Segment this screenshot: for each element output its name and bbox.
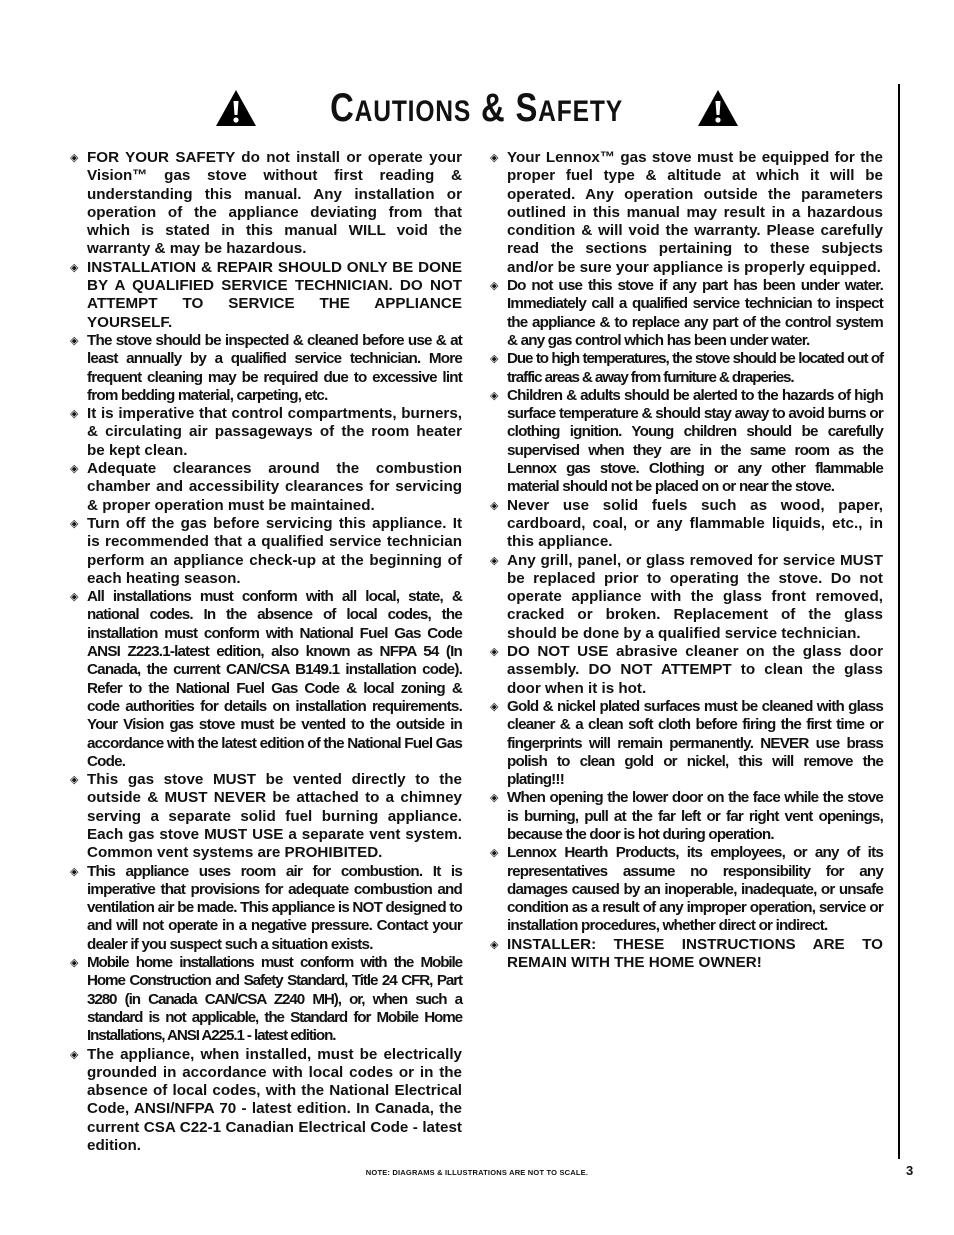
list-item: ◈ Lennox Hearth Products, its employees, or any of its representatives assume no responsibility for any damages caused by an inoperable, inadequate, or unsafe condition as a result of any improper operation, service or installation procedures, whether direct or indirect. [490, 844, 883, 935]
bullet-icon: ◈ [70, 408, 79, 421]
list-item: ◈ Mobile home installations must conform with the Mobile Home Construction and Safety Standard, Title 24 CFR, Part 3280 (in Canada CAN/CSA Z240 MH), or, when such a standard is not applicable, the Standard for Mobile Home Installations, ANSI A225.1 - latest edition. [70, 954, 462, 1045]
footer-note: NOTE: DIAGRAMS & ILLUSTRATIONS ARE NOT TO SCALE. [365, 1168, 589, 1177]
list-item: ◈ Your Lennox™ gas stove must be equipped for the proper fuel type & altitude at which it will be operated. Any operation outside the parameters outlined in this manual may result in a hazardous condition & will void the warranty. Please carefully read the sections pertaining to these subjects and/or be sure your appliance is properly equipped. [490, 149, 883, 276]
list-item: ◈ INSTALLATION & REPAIR SHOULD ONLY BE DONE BY A QUALIFIED SERVICE TECHNICIAN. DO NOT ATTEMPT TO SERVICE THE APPLIANCE YOURSELF. [70, 258, 462, 331]
list-item: ◈ Due to high temperatures, the stove should be located out of traffic areas & away from furniture & draperies. [490, 350, 883, 386]
list-item: ◈ Gold & nickel plated surfaces must be cleaned with glass cleaner & a clean soft cloth before firing the first time or fingerprints will remain permanently. NEVER use brass polish to clean gold or nickel, this will remove the plating!!! [490, 697, 883, 789]
list-item: ◈ When opening the lower door on the face while the stove is burning, pull at the far left or far right vent openings, because the door is hot during operation. [490, 789, 883, 843]
bullet-icon: ◈ [70, 152, 79, 164]
bullet-icon: ◈ [490, 938, 499, 951]
bullet-icon: ◈ [490, 554, 499, 567]
list-item: ◈ Do not use this stove if any part has been under water. Immediately call a qualified service technician to inspect the appliance & to replace any part of the control system & any gas control which has been under water. [490, 277, 883, 349]
page-title: CAUTIONS & SAFETY [330, 85, 624, 130]
bullet-icon: ◈ [70, 957, 78, 970]
page-number: 3 [906, 1163, 914, 1178]
list-item: ◈ This appliance uses room air for combustion. It is imperative that provisions for adequate combustion and ventilation air be made. This appliance is NOT designed to and will not operate in a negative pressure. Contact your dealer if you suspect such a situation exists. [70, 862, 462, 953]
list-item: ◈ The appliance, when installed, must be electrically grounded in accordance with local codes or in the absence of local codes, with the National Electrical Code, ANSI/NFPA 70 - latest edition. In Canada, the current CSA C22-1 Canadian Electrical Code - latest edition. [70, 1045, 462, 1155]
bullet-icon: ◈ [70, 591, 78, 604]
warning-icon [214, 88, 258, 128]
bullet-icon: ◈ [490, 700, 498, 713]
right-column [490, 149, 883, 972]
bullet-icon: ◈ [70, 261, 79, 274]
bullet-icon: ◈ [70, 517, 79, 530]
vertical-rule [898, 84, 900, 1159]
list-item: ◈ Children & adults should be alerted to the hazards of high surface temperature & should stay away to avoid burns or clothing ignition. Young children should be carefully supervised when they are in the same room as the Lennox gas stove. Clothing or any other flammable material should not be placed on or near the stove. [490, 386, 883, 496]
bullet-icon: ◈ [490, 792, 498, 805]
left-column [70, 149, 462, 1155]
bullet-icon: ◈ [490, 499, 499, 512]
bullet-icon: ◈ [490, 280, 498, 293]
bullet-icon: ◈ [70, 463, 79, 476]
bullet-icon: ◈ [70, 334, 78, 347]
list-item: ◈ It is imperative that control compartments, burners, & circulating air passageways of the room heater be kept clean. [70, 405, 462, 459]
list-item: ◈ All installations must conform with all local, state, & national codes. In the absence of local codes, the installation must conform with National Fuel Gas Code ANSI Z223.1-latest edition, also known as NFPA 54 (In Canada, the current CAN/CSA B149.1 installation code). Refer to the National Fuel Gas Code & local zoning & code authorities for details on installation requirements. Your Vision gas stove must be vented to the outside in accordance with the latest edition of the National Fuel Gas Code. [70, 588, 462, 770]
list-item: ◈ Any grill, panel, or glass removed for service MUST be replaced prior to operating the stove. Do not operate appliance with the glass front removed, cracked or broken. Replacement of the glass should be done by a qualified service technician. [490, 551, 883, 642]
bullet-icon: ◈ [490, 389, 498, 402]
list-item: ◈ FOR YOUR SAFETY do not install or operate your Vision™ gas stove without first reading & understanding this manual. Any installation or operation of the appliance deviating from that which is stated in this manual WILL void the warranty & may be hazardous. [70, 149, 462, 258]
title-row [0, 78, 954, 138]
bullet-icon: ◈ [70, 1048, 79, 1061]
list-item: ◈ Adequate clearances around the combustion chamber and accessibility clearances for servicing & proper operation must be maintained. [70, 460, 462, 514]
list-item: ◈ This gas stove MUST be vented directly to the outside & MUST NEVER be attached to a chimney serving a separate solid fuel burning appliance. Each gas stove MUST USE a separate vent system. Common vent systems are PROHIBITED. [70, 771, 462, 862]
bullet-icon: ◈ [70, 865, 78, 878]
list-item: ◈ DO NOT USE abrasive cleaner on the glass door assembly. DO NOT ATTEMPT to clean the glass door when it is hot. [490, 643, 883, 697]
list-item: ◈ INSTALLER: THESE INSTRUCTIONS ARE TO REMAIN WITH THE HOME OWNER! [490, 935, 883, 972]
list-item: ◈ The stove should be inspected & cleaned before use & at least annually by a qualified service technician. More frequent cleaning may be required due to excessive lint from bedding material, carpeting, etc. [70, 331, 462, 404]
list-item: ◈ Turn off the gas before servicing this appliance. It is recommended that a qualified service technician perform an appliance check-up at the beginning of each heating season. [70, 514, 462, 587]
bullet-icon: ◈ [490, 847, 498, 860]
bullet-icon: ◈ [490, 353, 498, 366]
bullet-icon: ◈ [490, 152, 499, 164]
warning-icon [696, 88, 740, 128]
bullet-icon: ◈ [70, 774, 79, 787]
list-item: ◈ Never use solid fuels such as wood, paper, cardboard, coal, or any flammable liquids, etc., in this appliance. [490, 496, 883, 551]
bullet-icon: ◈ [490, 646, 499, 659]
